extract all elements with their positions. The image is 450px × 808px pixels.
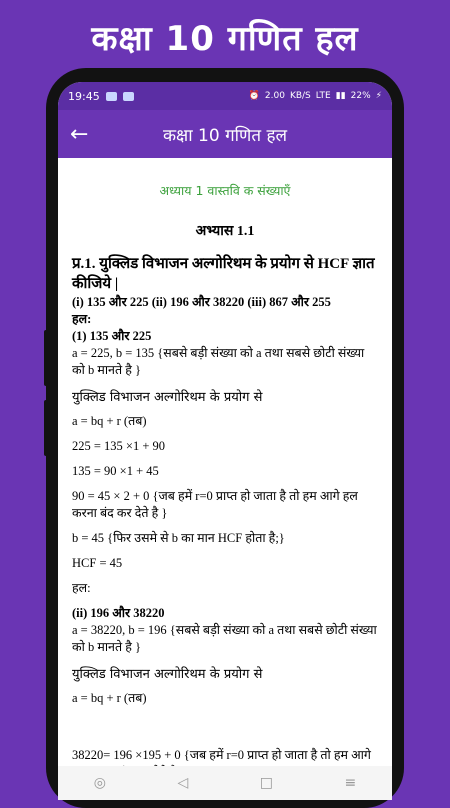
part-heading: (ii) 196 और 38220 [72, 606, 165, 620]
notification-icon [106, 92, 117, 101]
system-nav-bar [58, 766, 392, 800]
equation: 135 = 90 ×1 + 45 [72, 464, 159, 478]
alarm-icon: ⏰ [248, 91, 260, 101]
signal-label: LTE [315, 91, 331, 101]
equation: 90 = 45 × 2 + 0 {जब हमें r=0 प्राप्त हो जाता है तो हम आगे हल करना बंद कर देते है } [72, 489, 358, 520]
recents-icon[interactable]: ≡ [344, 775, 357, 791]
question-parts: (i) 135 और 225 (ii) 196 और 38220 (iii) 867 और 255 [72, 295, 331, 309]
back-nav-icon[interactable]: ◁ [177, 775, 189, 791]
solution-content [58, 182, 392, 800]
battery-level: 22% [350, 91, 371, 101]
phone-side-button [44, 330, 48, 386]
given-values: a = 225, b = 135 {सबसे बड़ी संख्या को a तथा सबसे छोटी संख्या को b मानते है } [72, 346, 365, 377]
assistant-icon[interactable]: ◎ [93, 775, 106, 791]
net-unit: KB/S [289, 91, 311, 101]
status-time: 19:45 [68, 89, 100, 103]
equation: b = 45 {फिर उसमे से b का मान HCF होता है;} [72, 531, 285, 545]
equation: a = bq + r (तब) [72, 414, 147, 428]
exercise-title: अभ्यास 1.1 [195, 224, 255, 239]
hcf-result: HCF = 45 [72, 556, 123, 570]
equation: a = bq + r (तब) [72, 691, 147, 705]
notification-icon [123, 92, 134, 101]
phone-side-button [44, 400, 48, 456]
chapter-title: अध्याय 1 वास्तवि क संख्याएँ [159, 183, 291, 198]
banner-title: कक्षा 10 गणित हल [91, 19, 359, 59]
given-values: a = 38220, b = 196 {सबसे बड़ी संख्या को a तथा सबसे छोटी संख्या को b मानते है } [72, 623, 377, 654]
app-bar-title: कक्षा 10 गणित हल [163, 125, 287, 146]
part-heading: (1) 135 और 225 [72, 329, 152, 343]
equation: 38220= 196 ×195 + 0 {जब हमें r=0 प्राप्त हो जाता है तो हम आगे [72, 748, 371, 762]
phone-screen [58, 82, 392, 800]
app-bar [58, 110, 392, 158]
status-bar [58, 82, 392, 110]
solution-label: हल: [72, 581, 91, 595]
equation: 225 = 135 ×1 + 90 [72, 439, 166, 453]
method-text: युक्लिड विभाजन अल्गोरिथम के प्रयोग से [72, 667, 263, 682]
charging-icon: ⚡ [375, 91, 382, 101]
question-text: प्र.1. युक्लिड विभाजन अल्गोरिथम के प्रयोग से HCF ज्ञात कीजिये | [72, 256, 375, 292]
solution-label: हल: [72, 312, 92, 326]
back-arrow-icon[interactable]: ← [70, 121, 89, 147]
net-speed: 2.00 [264, 91, 285, 101]
method-text: युक्लिड विभाजन अल्गोरिथम के प्रयोग से [72, 390, 263, 405]
home-icon[interactable]: □ [259, 775, 273, 791]
signal-icon: ▮▮ [335, 91, 346, 101]
